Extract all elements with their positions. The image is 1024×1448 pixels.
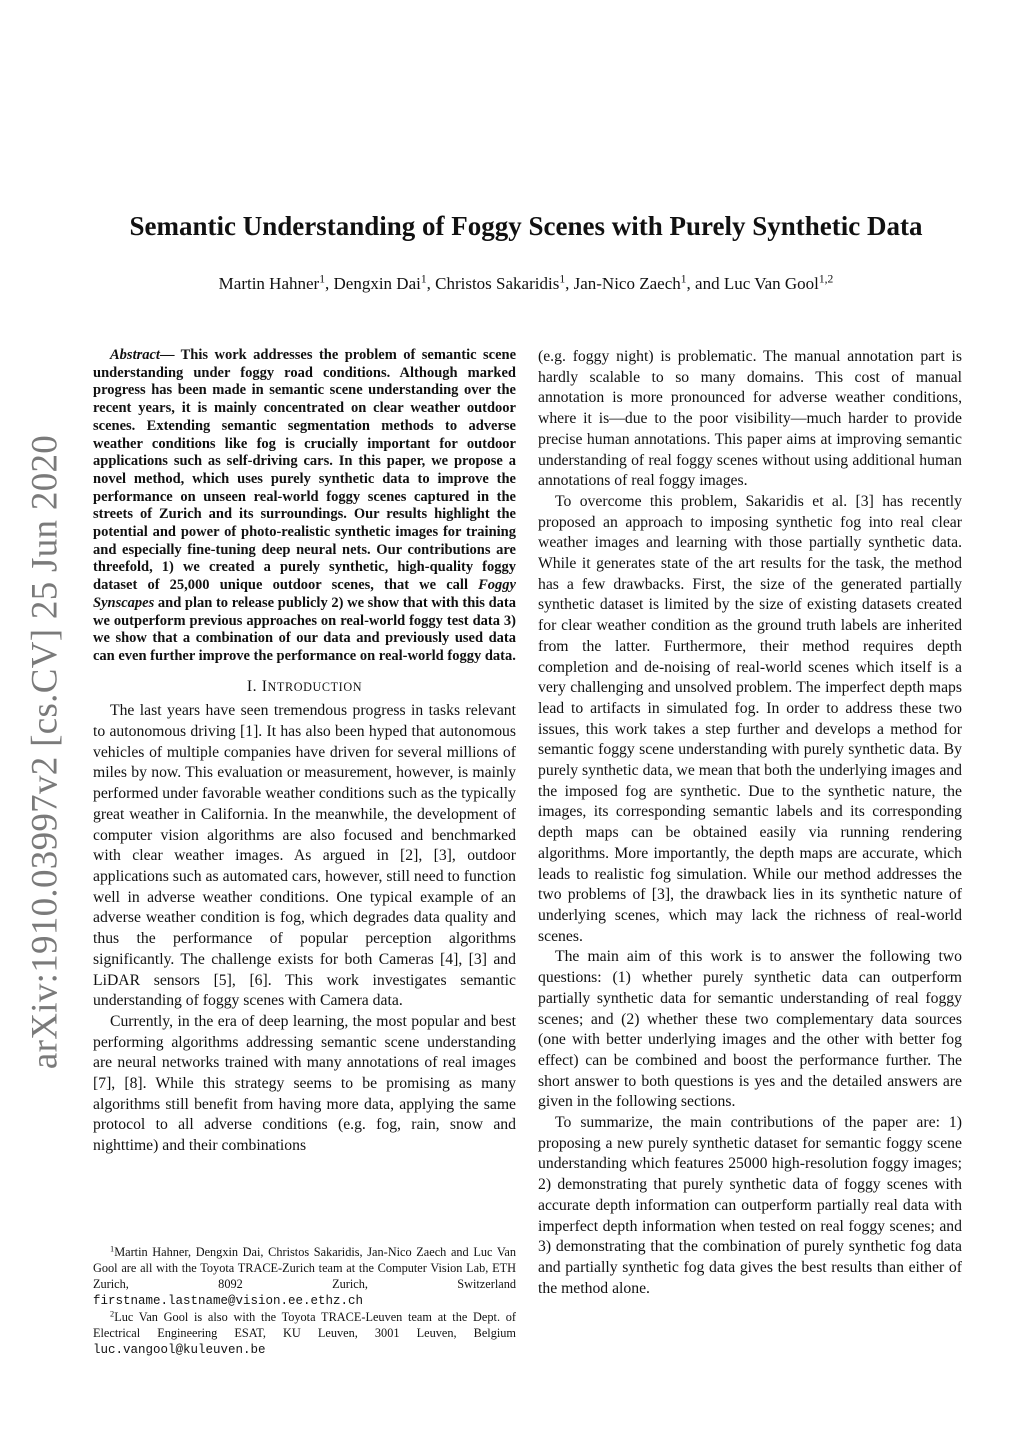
body-paragraph: Currently, in the era of deep learning, the most popular and best performing algorithms addressing semantic scene understanding are neural networks trained with many annotations of real images [7], [8]. While this strategy seems to be promising as many algorithms still benefit from having more data, applying the same protocol to all adverse conditions (e.g. fog, rain, snow and nighttime) and their combinations	[93, 1012, 516, 1155]
footnote	[93, 1244, 516, 1309]
author-name: Jan-Nico Zaech	[573, 274, 681, 293]
author-separator: ,	[426, 274, 436, 293]
abstract-label: Abstract	[110, 347, 160, 363]
affiliation-mark: 1	[319, 272, 325, 286]
paper-title: Semantic Understanding of Foggy Scenes with Purely Synthetic Data	[129, 211, 923, 241]
section-title-rest: NTRODUCTION	[267, 679, 363, 694]
footnote-mark: 2	[110, 1309, 115, 1319]
footnote-text: Luc Van Gool is also with the Toyota TRACE-Leuven team at the Dept. of Electrical Engineering ESAT, KU Leuven, 3001 Leuven, Belgium	[93, 1310, 516, 1340]
email-address: firstname.lastname@vision.ee.ethz.ch	[93, 1294, 364, 1308]
footnotes	[93, 1244, 516, 1358]
section-numeral: I.	[246, 677, 262, 695]
email-address: luc.vangool@kuleuven.be	[93, 1343, 266, 1357]
affiliation-mark: 1	[559, 272, 566, 286]
body-paragraph: To summarize, the main contributions of the paper are: 1) proposing a new purely synthetic dataset for semantic foggy scene understanding which features 25000 high-resolution foggy images; 2) demonstrating that purely synthetic data of foggy scenes with accurate depth information can outperform partially real data with imperfect depth information when tested on real foggy scenes; and 3) demonstrating that the combination of purely synthetic fog data and partially synthetic fog data gives the best results than either of the method alone.	[538, 1114, 962, 1297]
affiliation-mark: 1	[420, 272, 427, 286]
abstract	[93, 347, 516, 666]
footnote-mark: 1	[110, 1244, 115, 1254]
author-name: Dengxin Dai	[333, 274, 421, 293]
abstract-text: This work addresses the problem of semantic scene understanding under foggy road conditions. Although marked progress has been made in semantic scene understanding over the recent years, it is mainly concentrated on clear weather outdoor scenes. Extending semantic segmentation methods to adverse weather conditions like fog is crucially important for outdoor applications such as self-driving cars. In this paper, we propose a novel method, which uses purely synthetic data to improve the performance on unseen real-world foggy scenes captured in the streets of Zurich and its surroundings. Our results highlight the potential and power of photo-realistic synthetic images for training and especially fine-tuning deep neural nets. Our contributions are threefold, 1) we created a purely synthetic, high-quality foggy dataset of 25,000 unique outdoor scenes, that we call	[93, 347, 516, 594]
author-name: Martin Hahner	[218, 274, 320, 293]
author-name: Luc Van Gool	[723, 274, 819, 293]
section-initial: I	[261, 677, 268, 695]
section-heading-introduction	[93, 677, 516, 698]
footnote-text: Martin Hahner, Dengxin Dai, Christos Sakaridis, Jan-Nico Zaech and Luc Van Gool are all with the Toyota TRACE-Zurich team at the Computer Vision Lab, ETH Zurich, 8092 Zurich, Switzerland	[93, 1245, 516, 1291]
affiliation-mark: 1,2	[818, 272, 834, 286]
body-paragraph: The last years have seen tremendous progress in tasks relevant to autonomous driving [1]. It has also been hyped that autonomous vehicles of multiple companies have driven for several millions of miles by now. This evaluation or measurement, however, is mainly performed under favorable weather conditions such as the typically great weather in California. In the meanwhile, the development of computer vision algorithms are also focused and benchmarked with clear weather images. As argued in [2], [3], outdoor applications such as automated cars, however, still need to function well in adverse weather conditions. One typical example of an adverse weather condition is fog, which degrades data quality and thus the performance of popular perception algorithms significantly. The challenge exists for both Cameras [4], [3] and LiDAR sensors [5], [6]. This work investigates semantic understanding of foggy scenes with Camera data.	[93, 702, 516, 1010]
left-column	[93, 347, 516, 1157]
author-list	[60, 274, 992, 294]
abstract-text-continued: and plan to release publicly 2) we show that with this data we outperform previous approaches on real-world foggy test data 3) we show that a combination of our data and previously used data can even further improve the performance on real-world foggy data.	[93, 594, 516, 664]
author-separator: ,	[325, 274, 334, 293]
author-separator: , and	[686, 274, 724, 293]
author-name: Christos Sakaridis	[435, 274, 560, 293]
right-column	[538, 347, 962, 1299]
footnote	[93, 1309, 516, 1358]
body-paragraph: (e.g. foggy night) is problematic. The manual annotation part is hardly scalable to so many domains. This cost of manual annotation is more pronounced for adverse weather conditions, where it is—due to the poor visibility—much harder to provide precise human annotations. This paper aims at improving semantic understanding of real foggy scenes without using additional human annotations of real foggy images.	[538, 348, 962, 490]
body-paragraph: The main aim of this work is to answer the following two questions: (1) whether purely synthetic data can outperform partially synthetic data for semantic understanding of real foggy scenes; and (2) whether these two complementary data sources (one with better underlying images and the other with better fog effect) can be combined and boost the performance further. The short answer to both questions is yes and the detailed answers are given in the following sections.	[538, 948, 962, 1111]
abstract-dash: —	[159, 347, 175, 363]
affiliation-mark: 1	[680, 272, 687, 286]
abstract-paragraph	[93, 347, 516, 666]
body-paragraph: To overcome this problem, Sakaridis et al. [3] has recently proposed an approach to imposing synthetic fog into real clear weather images and learning with those partially synthetic data. While it generates state of the art results for the task, the method has a few drawbacks. First, the size of the generated partially synthetic dataset is limited by the size of existing datasets created for clear weather condition as the ground truth labels are inherited from the latter. Furthermore, their method requires depth completion and de-noising of real-world scenes which itself is a very challenging and unsolved problem. The imperfect depth maps lead to artifacts in simulated fog. In order to address these two issues, this work takes a step further and develops a method for semantic foggy scene understanding with purely synthetic data. By purely synthetic data, we mean that both the underlying images and the imposed fog are synthetic. Due to the synthetic nature, the images, its corresponding semantic labels and its corresponding depth maps can be obtained easily via running rendering algorithms. More importantly, the depth maps are accurate, which leads to realistic fog simulation. While our method addresses the two problems of [3], the drawback lies in its synthetic nature of underlying scenes, which may lack the richness of real-world scenes.	[538, 492, 962, 945]
arxiv-stamp	[10, 434, 80, 1070]
arxiv-identifier: arXiv:1910.03997v2 [cs.CV] 25 Jun 2020	[24, 434, 66, 1070]
dataset-name: Foggy Synscapes	[93, 577, 516, 611]
author-separator: ,	[565, 274, 574, 293]
